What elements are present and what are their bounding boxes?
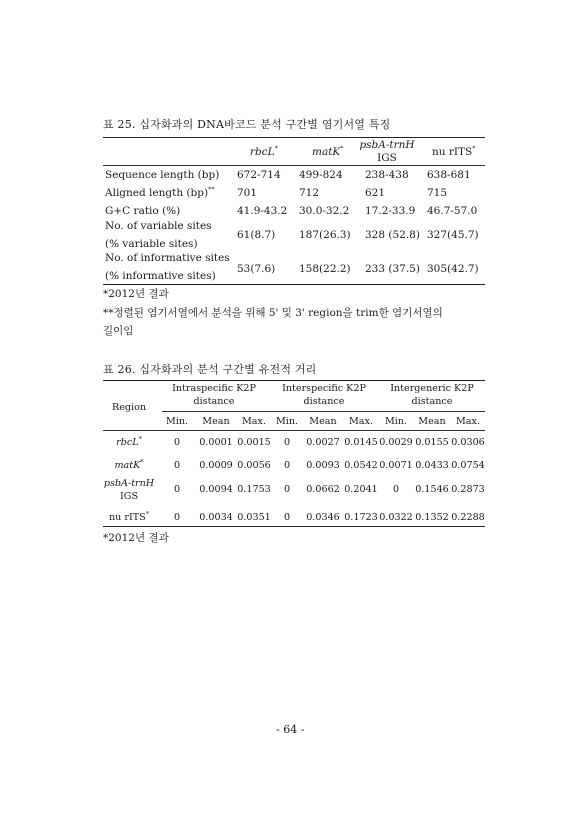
t26-cell: 0 (283, 484, 291, 495)
t26-cell: 0.0009 (199, 460, 233, 471)
t26-cell: 0 (283, 512, 291, 523)
t26-cell: 0.0346 (306, 512, 340, 523)
t26-footnote: *2012년 결과 (103, 532, 169, 544)
t26-cell: 0 (392, 484, 400, 495)
table26-top-rule (103, 380, 485, 381)
t26-cell: 0.0029 (379, 437, 413, 448)
t26-row-label-psba-line1: psbA-trnH (103, 478, 155, 489)
t26-cell: 0 (173, 512, 181, 523)
t26-group-rule (162, 411, 485, 412)
t26-cell: 0.0093 (306, 460, 340, 471)
t26-cell: 0 (173, 460, 181, 471)
table25-header-rule (103, 165, 485, 166)
t26-cell: 0.0034 (199, 512, 233, 523)
t25-cell: 305(42.7) (427, 263, 479, 275)
t25-cell: 17.2-33.9 (365, 205, 416, 217)
t25-cell: 53(7.6) (237, 263, 276, 275)
t26-sub-mean: Mean (309, 416, 337, 427)
t25-cell: 30.0-32.2 (299, 205, 350, 217)
t25-cell: 327(45.7) (427, 229, 479, 241)
t26-header-rule (103, 430, 485, 431)
t26-cell: 0.0027 (306, 437, 340, 448)
t26-sub-min: Min. (165, 416, 189, 427)
t26-cell: 0.0542 (344, 460, 378, 471)
t25-footnote-2-line1: **정렬된 염기서열에서 분석을 위해 5' 및 3' region을 trim한 염기서열의 (103, 307, 443, 319)
table25-top-rule (103, 137, 485, 138)
t25-cell: 328 (52.8) (365, 229, 420, 241)
table26-caption: 표 26. 십자화과의 분석 구간별 유전적 거리 (103, 363, 317, 376)
t26-cell: 0.0056 (237, 460, 271, 471)
t26-cell: 0.2041 (344, 484, 378, 495)
table25-bottom-rule (103, 284, 485, 285)
t26-cell: 0.0015 (237, 437, 271, 448)
t25-label-variable-sites: No. of variable sites (105, 220, 212, 232)
t26-cell: 0.0155 (415, 437, 449, 448)
t26-cell: 0 (173, 437, 181, 448)
t25-header-nurits: nu rITS* (432, 144, 476, 158)
t26-cell: 0.2873 (451, 484, 485, 495)
t26-sub-min: Min. (384, 416, 408, 427)
t26-group-intergeneric-line1: Intergeneric K2P (390, 383, 474, 394)
t26-cell: 0.0001 (199, 437, 233, 448)
t25-cell: 46.7-57.0 (427, 205, 478, 217)
t26-cell: 0 (173, 484, 181, 495)
t26-cell: 0.0662 (306, 484, 340, 495)
t26-cell: 0.0433 (415, 460, 449, 471)
t25-footnote-2-line2: 길이임 (103, 325, 134, 337)
t26-cell: 0.0094 (199, 484, 233, 495)
t25-header-psba-line2: IGS (377, 152, 397, 164)
t26-sub-max: Max. (455, 416, 480, 427)
table25-caption: 표 25. 십자화과의 DNA바코드 분석 구간별 염기서열 특징 (103, 118, 391, 131)
t26-cell: 0.1753 (237, 484, 271, 495)
t25-cell: 499-824 (299, 169, 343, 181)
t26-cell: 0.0071 (379, 460, 413, 471)
t26-cell: 0.0145 (344, 437, 378, 448)
t25-label-informative-sites: No. of informative sites (105, 252, 230, 264)
t26-group-intra-line1: Intraspecific K2P (172, 383, 256, 394)
t25-cell: 158(22.2) (299, 263, 351, 275)
t26-cell: 0.0306 (451, 437, 485, 448)
t25-cell: 621 (365, 187, 386, 199)
t26-region-header: Region (112, 402, 147, 413)
t25-cell: 712 (299, 187, 320, 199)
t26-group-inter-line2: distance (303, 396, 345, 407)
t26-row-label-nurits: nu rITS* (108, 509, 149, 523)
t25-cell: 672-714 (237, 169, 281, 181)
page-number: - 64 - (276, 723, 305, 736)
t26-group-intergeneric-line2: distance (411, 396, 453, 407)
t26-row-label-matk: matK* (114, 457, 144, 471)
t26-cell: 0.0322 (379, 512, 413, 523)
t26-cell: 0 (283, 460, 291, 471)
t25-cell: 238-438 (365, 169, 409, 181)
t26-cell: 0.1352 (415, 512, 449, 523)
t25-label-informative-percent: (% informative sites) (105, 270, 216, 282)
t26-sub-max: Max. (348, 416, 373, 427)
t26-sub-max: Max. (241, 416, 266, 427)
t26-sub-min: Min. (275, 416, 299, 427)
t26-cell: 0.1723 (344, 512, 378, 523)
t26-cell: 0.0754 (451, 460, 485, 471)
t25-cell: 187(26.3) (299, 229, 351, 241)
t26-cell: 0.2288 (451, 512, 485, 523)
t25-cell: 41.9-43.2 (237, 205, 288, 217)
t25-cell: 638-681 (427, 169, 471, 181)
t25-label-sequence-length: Sequence length (bp) (105, 169, 220, 181)
t25-cell: 61(8.7) (237, 229, 276, 241)
t25-cell: 701 (237, 187, 258, 199)
t26-cell: 0.0351 (237, 512, 271, 523)
t25-header-psba-line1: psbA-trnH (359, 139, 415, 151)
t25-footnote-1: *2012년 결과 (103, 288, 169, 300)
t26-row-label-psba-line2: IGS (119, 491, 139, 502)
t26-cell: 0.1546 (415, 484, 449, 495)
t26-group-intra-line2: distance (193, 396, 235, 407)
t25-header-matk: matK* (312, 144, 344, 158)
t26-cell: 0 (283, 437, 291, 448)
t25-cell: 715 (427, 187, 448, 199)
t26-row-label-rbcl: rbcL* (116, 434, 142, 448)
t25-label-gc-ratio: G+C ratio (%) (105, 205, 181, 217)
t25-cell: 233 (37.5) (365, 263, 420, 275)
t25-label-variable-percent: (% variable sites) (105, 238, 198, 250)
t26-group-inter-line1: Interspecific K2P (282, 383, 366, 394)
t26-sub-mean: Mean (418, 416, 446, 427)
t25-header-rbcl: rbcL* (250, 144, 278, 158)
t26-sub-mean: Mean (202, 416, 230, 427)
table26-bottom-rule (103, 526, 485, 527)
t25-label-aligned-length: Aligned length (bp)** (105, 185, 215, 199)
